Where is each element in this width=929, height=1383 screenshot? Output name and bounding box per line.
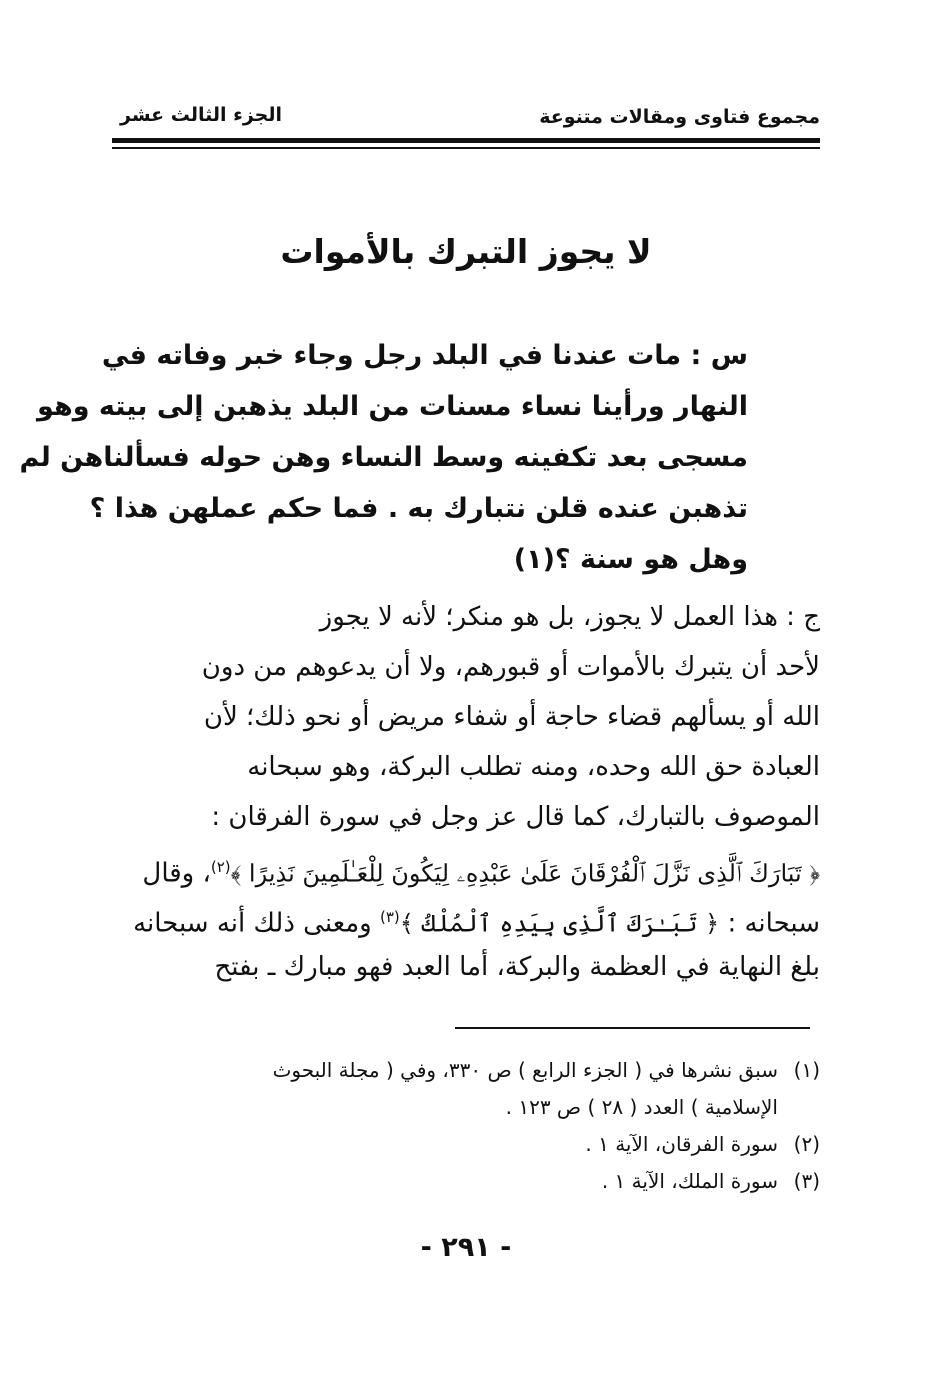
answer-line: بلغ النهاية في العظمة والبركة، أما العبد فهو مبارك ـ بفتح bbox=[214, 952, 820, 982]
footnote-text: سورة الملك، الآية ١ . bbox=[601, 1169, 778, 1193]
answer-line: العبادة حق الله وحده، ومنه تطلب البركة، وهو سبحانه bbox=[247, 752, 820, 782]
question-line: س : مات عندنا في البلد رجل وجاء خبر وفاته في bbox=[101, 340, 748, 371]
verse-continuation: ، وقال bbox=[142, 858, 211, 889]
verse-continuation: ومعنى ذلك أنه سبحانه bbox=[133, 908, 372, 939]
footnote-ref: (٣) bbox=[380, 908, 400, 926]
quran-verse-furqan: ﴿ تَبَارَكَ ٱلَّذِى نَزَّلَ ٱلْفُرْقَانَ عَلَىٰ عَبْدِهِۦ لِيَكُونَ لِلْعَـٰلَمِينَ نَذِيرًا ﴾ bbox=[230, 859, 820, 888]
footnote-text: سورة الفرقان، الآية ١ . bbox=[585, 1132, 778, 1156]
footnote-item bbox=[100, 1126, 820, 1163]
answer-line: ج : هذا العمل لا يجوز، بل هو منكر؛ لأنه لا يجوز bbox=[319, 602, 820, 632]
footnote-ref: (٢) bbox=[210, 858, 231, 876]
question-line: النهار ورأينا نساء مسنات من البلد يذهبن إلى بيته وهو bbox=[37, 391, 748, 422]
question-block bbox=[19, 330, 748, 585]
running-header bbox=[112, 98, 820, 138]
footnote-number: (٣) bbox=[793, 1169, 820, 1193]
answer-verse-line bbox=[112, 892, 820, 942]
header-rule-thin bbox=[112, 147, 820, 149]
quran-verse-mulk: ﴿ تَبَـٰرَكَ ٱلَّذِى بِيَدِهِ ٱلْمُلْكُ ﴾ bbox=[399, 909, 720, 938]
footnote-text: سبق نشرها في ( الجزء الرابع ) ص ٣٣٠، وفي ( مجلة البحوث bbox=[272, 1058, 778, 1082]
verse-intro: سبحانه : bbox=[727, 908, 820, 939]
answer-verse-line bbox=[112, 842, 820, 892]
question-line: مسجى بعد تكفينه وسط النساء وهن حوله فسألناهن لم bbox=[19, 442, 748, 473]
header-rule-thick bbox=[112, 138, 820, 143]
article-title: لا يجوز التبرك بالأموات bbox=[280, 232, 652, 271]
answer-line: الموصوف بالتبارك، كما قال عز وجل في سورة الفرقان : bbox=[211, 802, 820, 832]
question-line: تذهبن عنده قلن نتبارك به . فما حكم عملهن هذا ؟ bbox=[89, 493, 748, 524]
footnote-item bbox=[100, 1052, 820, 1089]
answer-block bbox=[112, 592, 820, 992]
volume-label: الجزء الثالث عشر bbox=[120, 104, 283, 126]
question-line: وهل هو سنة ؟(١) bbox=[513, 544, 748, 575]
footnote-separator bbox=[455, 1027, 810, 1029]
answer-line: لأحد أن يتبرك بالأموات أو قبورهم، ولا أن يدعوهم من دون bbox=[201, 652, 820, 682]
footnote-continuation: الإسلامية ) العدد ( ٢٨ ) ص ١٢٣ . bbox=[505, 1095, 778, 1119]
footnotes bbox=[100, 1052, 820, 1200]
footnote-item bbox=[100, 1163, 820, 1200]
footnote-number: (٢) bbox=[793, 1132, 820, 1156]
answer-line: الله أو يسألهم قضاء حاجة أو شفاء مريض أو نحو ذلك؛ لأن bbox=[203, 702, 820, 732]
book-title: مجموع فتاوى ومقالات متنوعة bbox=[539, 106, 820, 128]
page-number: - ٢٩١ - bbox=[420, 1232, 512, 1263]
footnote-number: (١) bbox=[793, 1058, 820, 1082]
